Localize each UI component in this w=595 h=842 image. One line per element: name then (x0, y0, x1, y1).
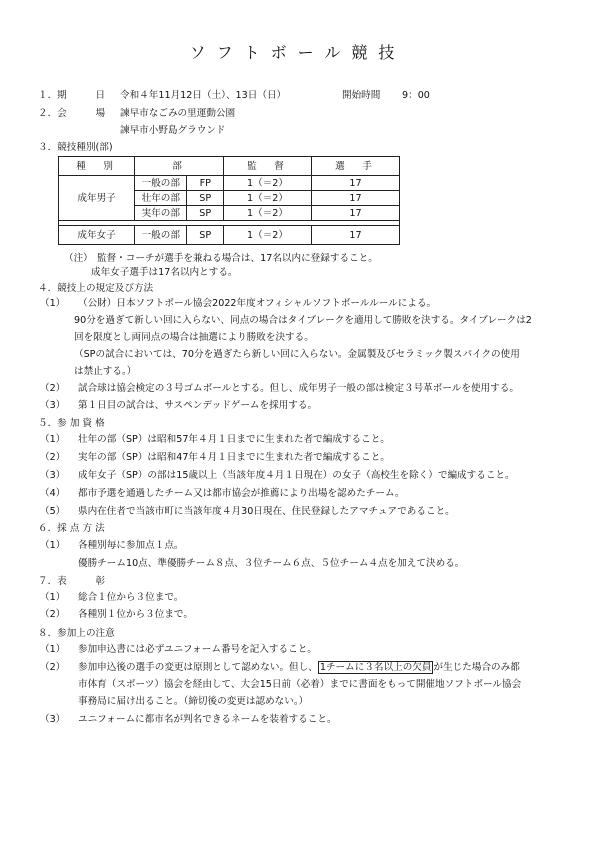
notice-3: ユニフォームに都市名が判名できるネームを装着すること。 (78, 714, 337, 725)
players-cell: 17 (312, 226, 400, 245)
eligibility-4: 都市予選を通過したチーム又は都市協会が推薦により出場を認めたチーム。 (78, 488, 405, 499)
item-number: （2） (40, 452, 66, 463)
notice-2-post: が生じた場合のみ都 (433, 662, 520, 673)
section-3-heading: ３．競技種別(部) (38, 142, 113, 153)
notice-2-line-2: 市体育（スポーツ）協会を経由して、大会15日前（必着）までに書面をもって開催地ソフトボール協会 (78, 679, 522, 690)
item-number: （3） (40, 714, 66, 725)
table-row (59, 226, 400, 245)
type-cell: FP (187, 176, 224, 191)
section-6-heading: ６．採 点 方 法 (38, 523, 105, 534)
table-row (59, 176, 400, 191)
start-time-label: 開始時間 (342, 90, 381, 101)
category-table (58, 156, 400, 245)
division-cell: 一般の部 (135, 176, 187, 191)
note-2: 成年女子選手は17名以内とする。 (91, 267, 238, 278)
item-number: （1） (40, 298, 66, 309)
notice-2-line-1 (78, 662, 520, 674)
players-cell: 17 (312, 206, 400, 221)
rule-1-line-3: 回を限度とし両同点の場合は抽選により勝敗を決する。 (74, 332, 314, 343)
rule-1-line-2: 90分を過ぎて新しい回に入らない、同点の場合はタイブレークを適用して勝敗を決する。タイブレークは2 (74, 315, 532, 326)
table-header-row (59, 157, 400, 176)
item-number: （5） (40, 506, 66, 517)
item-number: （2） (40, 609, 66, 620)
eligibility-2: 実年の部（SP）は昭和47年４月１日までに生まれた者で編成すること。 (78, 452, 390, 463)
notice-2-pre: 参加申込後の選手の変更は原則として認めない。但し、 (78, 662, 318, 673)
group-women: 成年女子 (59, 226, 135, 245)
section-8-heading: ８．参加上の注意 (38, 628, 115, 639)
page-title: ソフトボール競技 (189, 43, 406, 62)
boxed-emphasis: 1チームに３名以上の欠員 (319, 662, 432, 673)
notice-1: 参加申込書には必ずユニフォーム番号を記入すること。 (78, 644, 317, 655)
type-cell: SP (187, 191, 224, 206)
item-number: （1） (40, 644, 66, 655)
division-cell: 一般の部 (135, 226, 187, 245)
rule-1-line-4: （SPの試合においては、70分を過ぎたら新しい回に入らない。金属製及びセラミック製スパイクの使用 (74, 349, 520, 360)
item-number: （4） (40, 488, 66, 499)
item-number: （3） (40, 470, 66, 481)
players-cell: 17 (312, 176, 400, 191)
section-2-heading: ２．会 場 (38, 108, 106, 119)
section-4-heading: ４．競技上の規定及び方法 (38, 283, 154, 294)
venue-1: 諫早市なごみの里運動公園 (120, 108, 236, 119)
award-1: 総合１位から３位まで。 (78, 592, 184, 603)
scoring-2: 優勝チーム10点、準優勝チーム８点、３位チーム６点、５位チーム４点を加えて決める。 (78, 558, 465, 569)
event-dates: 令和４年11月12日（土）、13日（日） (120, 90, 287, 101)
eligibility-3: 成年女子（SP）の部は15歳以上（当該年度４月１日現在）の女子（高校生を除く）で編成すること。 (78, 470, 515, 481)
rule-2: 試合球は協会検定の３号ゴムボールとする。但し、成年男子一般の部は検定３号革ボールを使用する。 (78, 383, 519, 394)
item-number: （2） (40, 662, 66, 673)
rule-3: 第１日目の試合は、サスペンデッドゲームを採用する。 (78, 400, 318, 411)
notice-2-line-3: 事務局に届け出ること。（締切後の変更は認めない。） (78, 696, 309, 707)
manager-cell: 1（＝2） (224, 226, 312, 245)
header-division: 部 (135, 157, 224, 176)
note-1: 監督・コーチが選手を兼ねる場合は、17名以内に登録すること。 (97, 253, 378, 264)
award-2: 各種別１位から３位まで。 (78, 609, 193, 620)
header-manager: 監 督 (224, 157, 312, 176)
section-5-heading: ５．参 加 資 格 (38, 418, 105, 429)
division-cell: 実年の部 (135, 206, 187, 221)
manager-cell: 1（＝2） (224, 176, 312, 191)
eligibility-1: 壮年の部（SP）は昭和57年４月１日までに生まれた者で編成すること。 (78, 434, 390, 445)
players-cell: 17 (312, 191, 400, 206)
venue-2: 諫早市小野島グラウンド (120, 125, 226, 136)
section-1-heading: １．期 日 (38, 90, 106, 101)
manager-cell: 1（＝2） (224, 191, 312, 206)
group-men: 成年男子 (59, 176, 135, 221)
item-number: （1） (40, 434, 66, 445)
item-number: （1） (40, 540, 66, 551)
scoring-1: 各種別毎に参加点１点。 (78, 540, 184, 551)
header-players: 選 手 (312, 157, 400, 176)
type-cell: SP (187, 206, 224, 221)
rule-1-line-1: （公財）日本ソフトボール協会2022年度オフィシャルソフトボールルールによる。 (78, 298, 437, 309)
item-number: （2） (40, 383, 66, 394)
rule-1-line-5: は禁止する。） (74, 366, 137, 377)
header-category: 種 別 (59, 157, 135, 176)
type-cell: SP (187, 226, 224, 245)
item-number: （1） (40, 592, 66, 603)
item-number: （3） (40, 400, 66, 411)
note-label: （注） (64, 253, 93, 264)
section-7-heading: ７．表 彰 (38, 576, 106, 587)
start-time: 9：00 (402, 90, 430, 101)
manager-cell: 1（＝2） (224, 206, 312, 221)
eligibility-5: 県内在住者で当該市町に当該年度４月30日現在、住民登録したアマチュアであること。 (78, 506, 455, 517)
division-cell: 壮年の部 (135, 191, 187, 206)
